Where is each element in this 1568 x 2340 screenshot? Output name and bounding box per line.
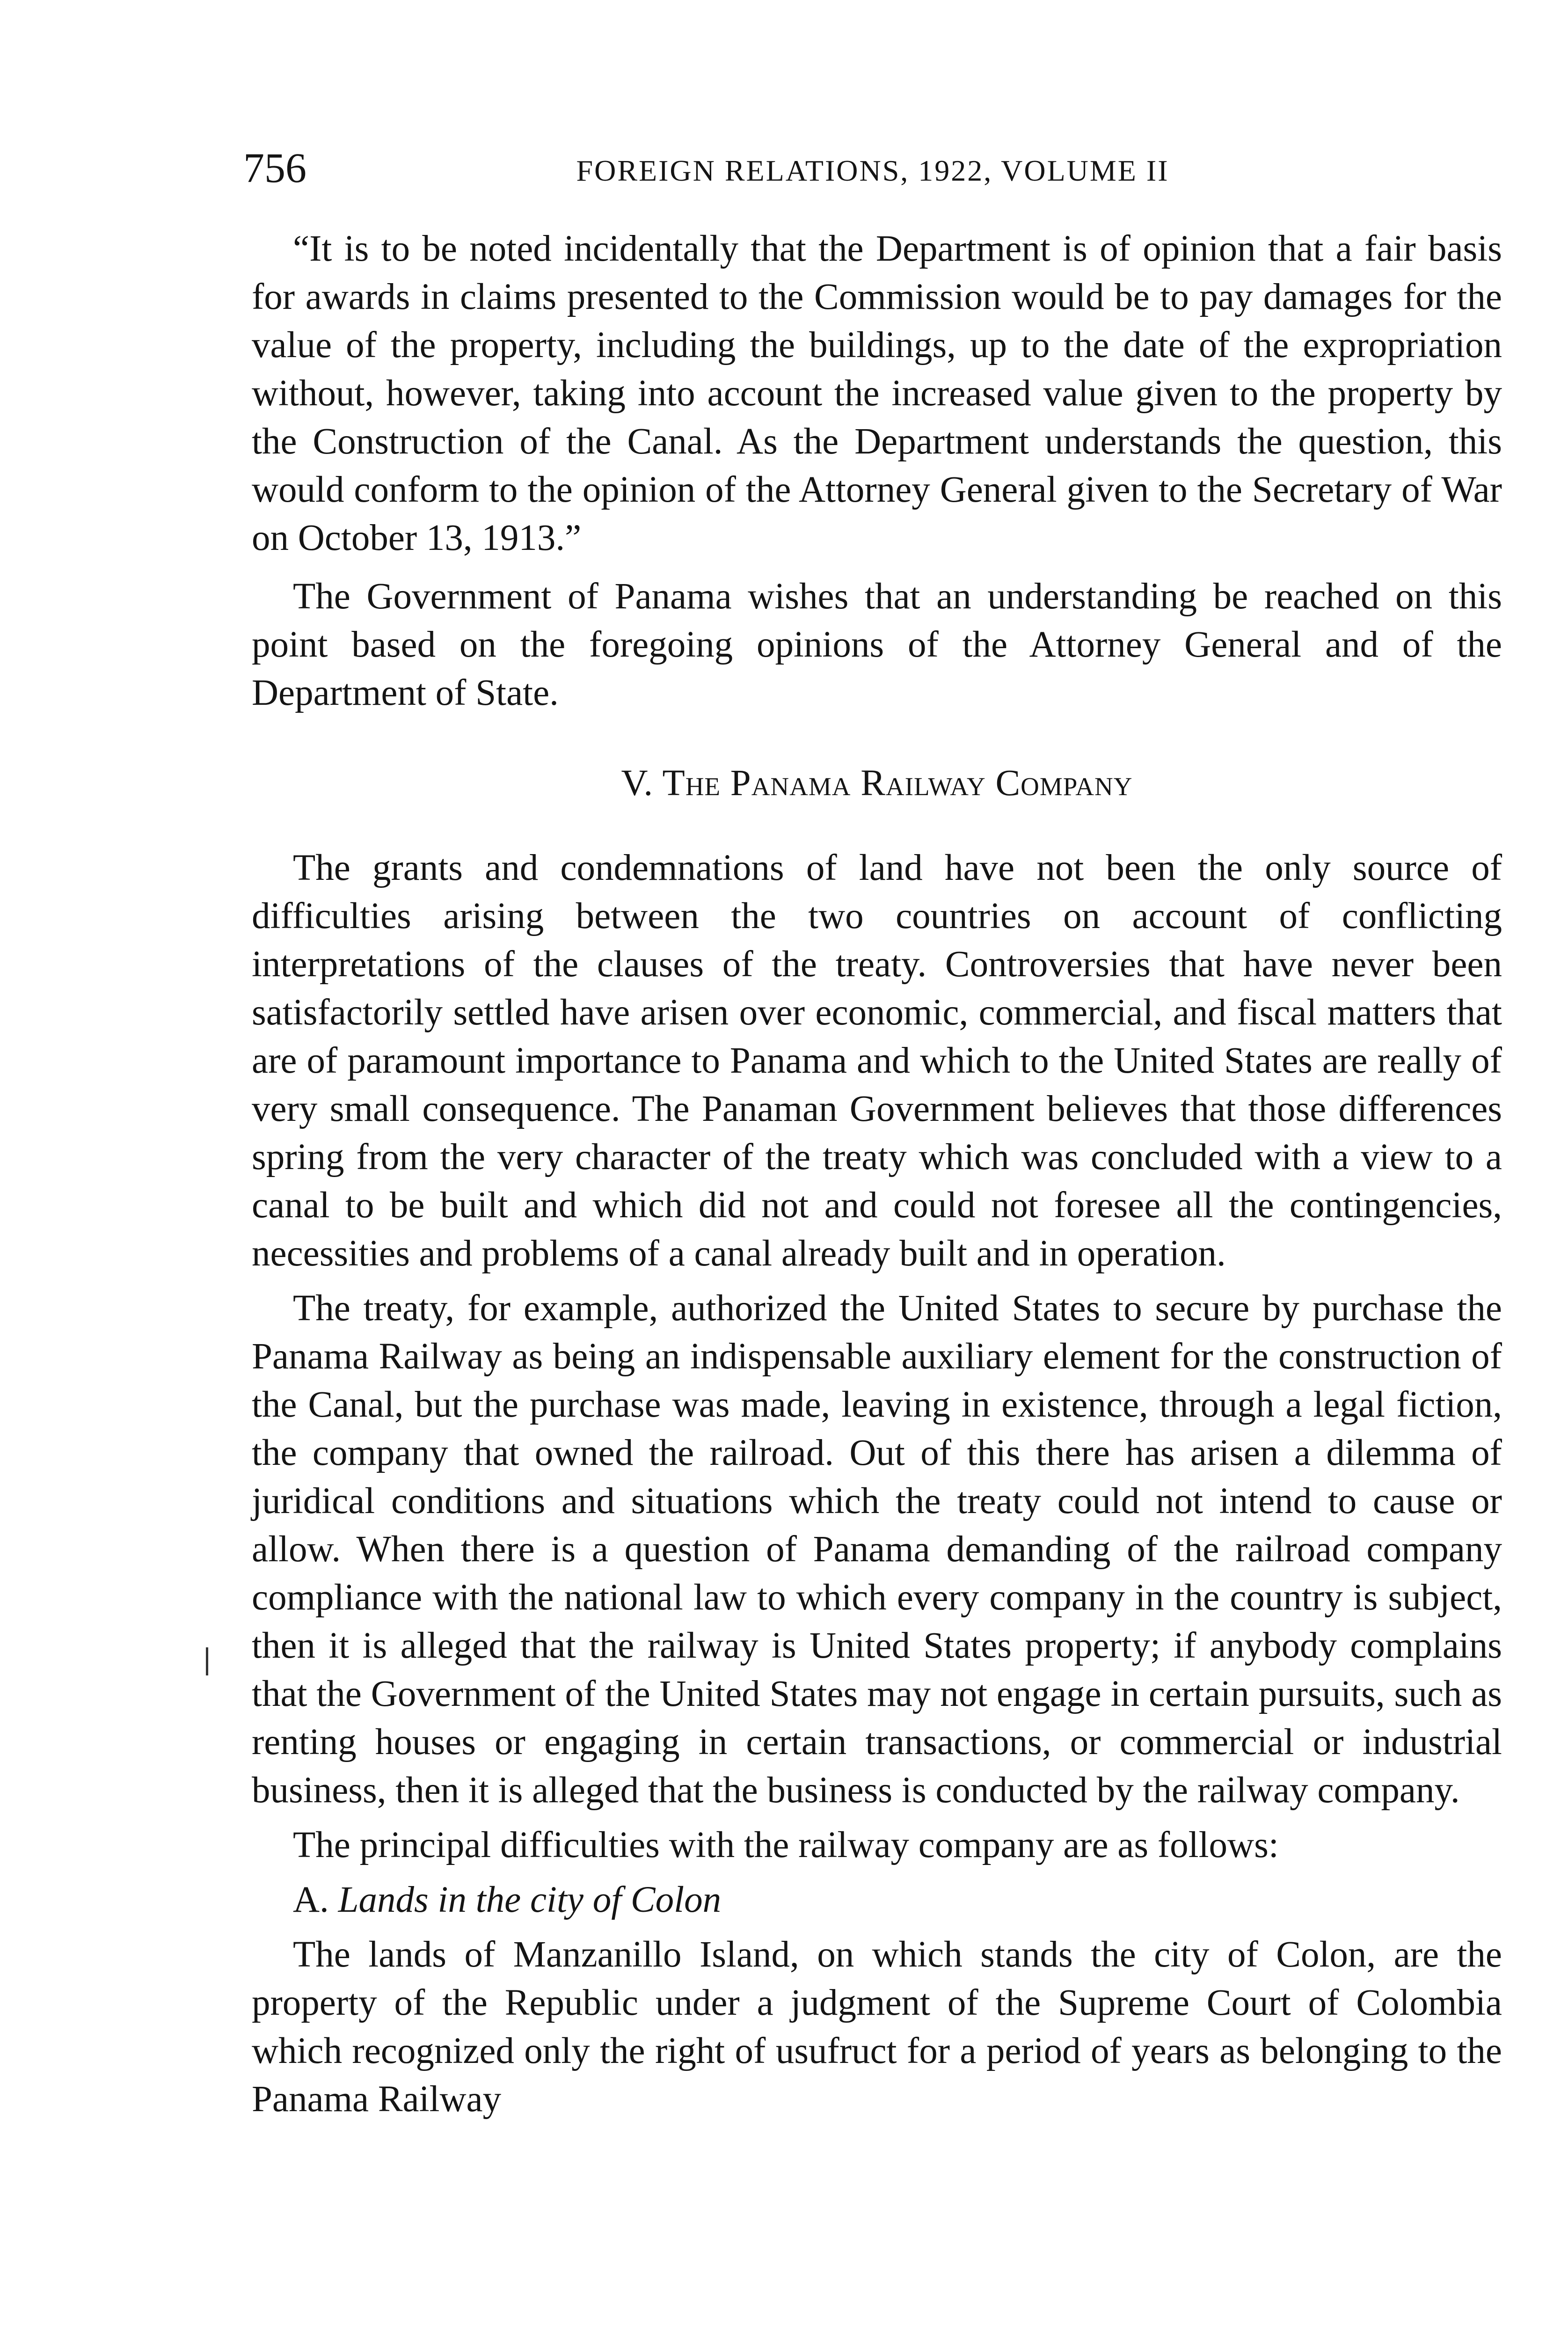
running-head: FOREIGN RELATIONS, 1922, VOLUME II	[576, 154, 1169, 187]
paragraph: The treaty, for example, authorized the United States to secure by purchase the Panama Railway as being an indispensable auxiliary element for the construction of the Canal, but the purchase was made, leaving in existence, through a legal fiction, the company that owned the railroad. Out of this there has arisen a dilemma of juridical conditions and situations which the treaty could not intend to cause or allow. When there is a question of Panama demanding of the railroad company compliance with the national law to which every company in the country is subject, then it is alleged that the railway is United States property; if anybody complains that the Government of the United States may not engage in certain pursuits, such as renting houses or engaging in certain transactions, or commercial or industrial business, then it is alleged that the business is conducted by the railway company.	[252, 1288, 1502, 1811]
quoted-paragraph: “It is to be noted incidentally that the Department is of opinion that a fair basis for awards in claims presented to the Commission would be to pay damages for the value of the property, including the buildings, up to the date of the expropriation without, however, taking into account the increased value given to the property by the Construction of the Canal. As the Department understands the question, this would conform to the opinion of the Attorney General given to the Secretary of War on October 13, 1913.”	[252, 228, 1502, 558]
subheading	[252, 1876, 1502, 1924]
paragraph: The principal difficulties with the railway company are as follows:	[293, 1825, 1279, 1865]
paragraph: The Government of Panama wishes that an understanding be reached on this point based on the foregoing opinions of the Attorney General and of the Department of State.	[252, 576, 1502, 713]
paragraph: The grants and condemnations of land have not been the only source of difficulties arising between the two countries on account of conflicting interpretations of the clauses of the treaty. Controversies that have never been satisfactorily settled have arisen over economic, commercial, and fiscal matters that are of paramount importance to Panama and which to the United States are really of very small consequence. The Panaman Government believes that those differences spring from the very character of the treaty which was concluded with a view to a canal to be built and which did not and could not foresee all the contingencies, necessities and problems of a canal already built and in operation.	[252, 848, 1502, 1274]
section-heading: V. The Panama Railway Company	[621, 763, 1133, 804]
body-text	[252, 225, 1502, 2130]
subheading-title: Lands in the city of Colon	[338, 1879, 722, 1920]
page-header	[243, 140, 1502, 197]
page-number: 756	[243, 145, 306, 191]
margin-mark	[206, 1647, 208, 1675]
subheading-label: A.	[293, 1879, 329, 1920]
paragraph: The lands of Manzanillo Island, on which stands the city of Colon, are the property of the Republic under a judgment of the Supreme Court of Colombia which recognized only the right of usufruct for a period of years as belonging to the Panama Railway	[252, 1934, 1502, 2120]
